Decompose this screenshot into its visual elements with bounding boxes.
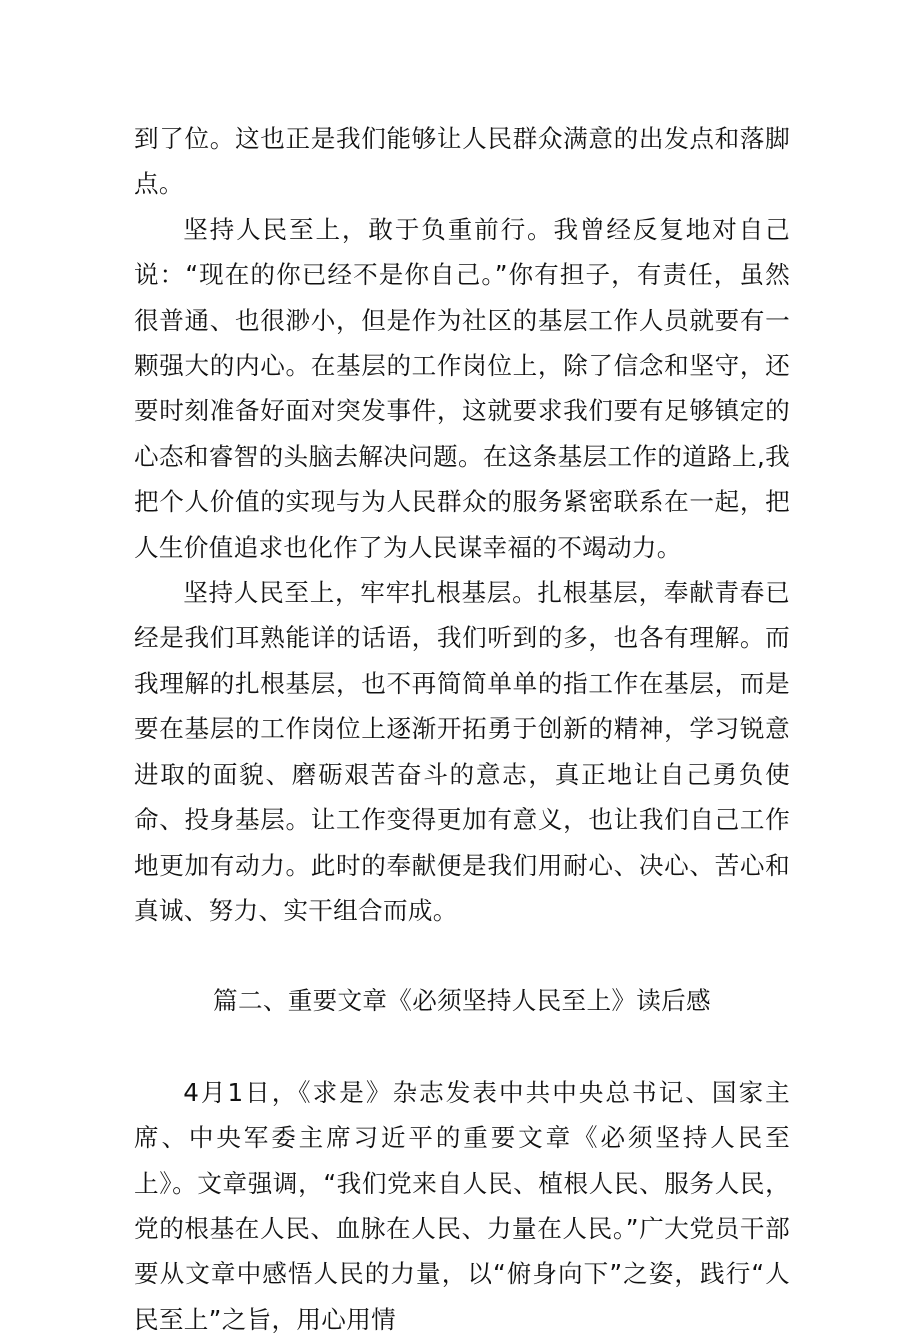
document-body: [134, 116, 790, 1342]
paragraph-4: 4月1日，《求是》杂志发表中共中央总书记、国家主席、中央军委主席习近平的重要文章《必须坚持人民至上》。文章强调，“我们党来自人民、植根人民、服务人民，党的根基在人民、血脉在人民、力量在人民。”广大党员干部要从文章中感悟人民的力量，以“俯身向下”之姿，践行“人民至上”之旨，用心用情: [134, 1077, 790, 1334]
paragraph-2: 坚持人民至上，敢于负重前行。我曾经反复地对自己说：“现在的你已经不是你自己。”你有担子，有责任，虽然很普通、也很渺小，但是作为社区的基层工作人员就要有一颗强大的内心。在基层的工作岗位上，除了信念和坚守，还要时刻准备好面对突发事件，这就要求我们要有足够镇定的心态和睿智的头脑去解决问题。在这条基层工作的道路上,我把个人价值的实现与为人民群众的服务紧密联系在一起，把人生价值追求也化作了为人民谋幸福的不竭动力。: [134, 214, 790, 562]
paragraph-1: 到了位。这也正是我们能够让人民群众满意的出发点和落脚点。: [134, 124, 790, 199]
section-heading: 篇二、重要文章《必须坚持人民至上》读后感: [213, 986, 711, 1016]
paragraph-3: 坚持人民至上，牢牢扎根基层。扎根基层，奉献青春已经是我们耳熟能详的话语，我们听到的多，也各有理解。而我理解的扎根基层，也不再简简单单的指工作在基层，而是要在基层的工作岗位上逐渐开拓勇于创新的精神，学习锐意进取的面貌、磨砺艰苦奋斗的意志，真正地让自己勇负使命、投身基层。让工作变得更加有意义，也让我们自己工作地更加有动力。此时的奉献便是我们用耐心、决心、苦心和真诚、努力、实干组合而成。: [134, 578, 790, 925]
